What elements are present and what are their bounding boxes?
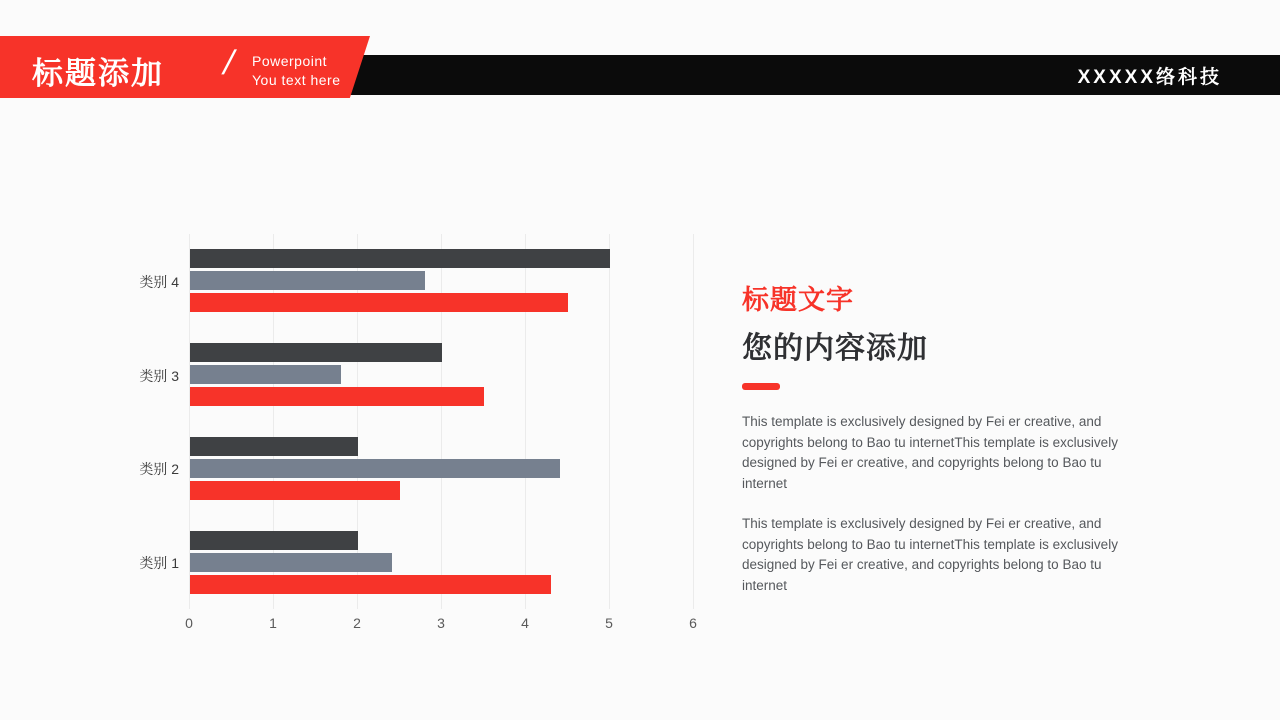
chart-x-tick-label: 2 — [353, 615, 361, 631]
chart-bar — [190, 343, 442, 362]
chart-bar — [190, 365, 341, 384]
content-subtitle: 您的内容添加 — [742, 332, 928, 365]
chart-bar — [190, 531, 358, 550]
chart-x-tick-label: 4 — [521, 615, 529, 631]
chart-plot-area — [139, 234, 697, 631]
chart-gridline — [693, 234, 694, 609]
chart-x-tick-label: 5 — [605, 615, 613, 631]
chart-bar — [190, 437, 358, 456]
slide-header — [0, 0, 1280, 110]
chart-bar — [190, 553, 392, 572]
chart-bar — [190, 575, 551, 594]
chart-x-tick-label: 0 — [185, 615, 193, 631]
header-subtitle-line2: You text here — [252, 72, 341, 88]
chart-category-label: 类别 3 — [139, 367, 179, 384]
chart-category-label: 类别 1 — [139, 555, 179, 572]
chart-gridline — [609, 234, 610, 609]
chart-bar — [190, 459, 560, 478]
chart-x-tick-label: 6 — [689, 615, 697, 631]
content-title: 标题文字 — [742, 285, 854, 315]
content-paragraph-2: This template is exclusively designed by Fei er creative, and copyrights belong to Bao tu internetThis template is exclusively designed by Fei er creative, and copyrights belong to Bao tu internet — [742, 516, 1118, 593]
chart-bar — [190, 293, 568, 312]
chart-x-tick-label: 1 — [269, 615, 277, 631]
content-panel — [742, 278, 1142, 616]
chart-bar — [190, 481, 400, 500]
header-company-label: XXXXX络科技 — [1077, 67, 1222, 88]
chart-bar — [190, 271, 425, 290]
content-accent-rule — [742, 383, 780, 390]
header-subtitle-line1: Powerpoint — [252, 53, 328, 69]
chart-category-label: 类别 2 — [139, 461, 179, 478]
bar-chart — [120, 230, 710, 630]
chart-gridline — [441, 234, 442, 609]
content-paragraph-1: This template is exclusively designed by Fei er creative, and copyrights belong to Bao tu internetThis template is exclusively designed by Fei er creative, and copyrights belong to Bao tu internet — [742, 414, 1118, 491]
page-title: 标题添加 — [32, 56, 164, 91]
chart-x-tick-label: 3 — [437, 615, 445, 631]
chart-gridline — [525, 234, 526, 609]
header-divider-slash: / — [219, 44, 239, 82]
header-subtitle — [252, 52, 341, 90]
chart-category-label: 类别 4 — [139, 273, 179, 290]
chart-bar — [190, 387, 484, 406]
chart-bar — [190, 249, 610, 268]
